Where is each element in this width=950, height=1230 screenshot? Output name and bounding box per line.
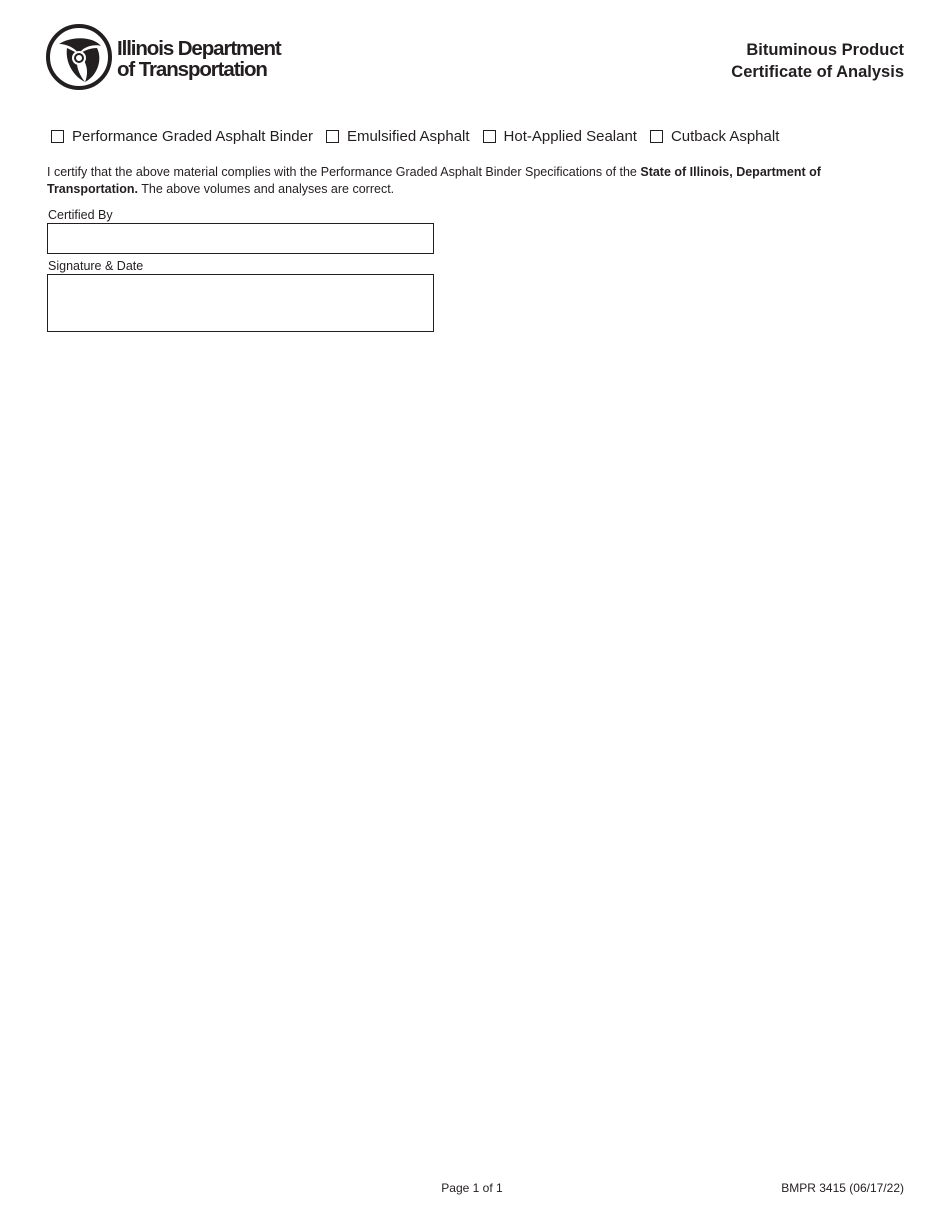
certification-text-part1: I certify that the above material complies with the Performance Graded Asphalt Binder Specifications of the (47, 165, 641, 179)
certification-text-part2: The above volumes and analyses are correct. (137, 182, 395, 196)
certification-statement (47, 164, 847, 198)
checkbox-box[interactable] (483, 130, 496, 143)
checkbox-label: Hot-Applied Sealant (503, 128, 637, 145)
material-type-checkboxes (51, 128, 792, 145)
checkbox-pg-asphalt-binder[interactable] (51, 128, 313, 145)
checkbox-label: Performance Graded Asphalt Binder (72, 128, 313, 145)
certification-text-bold: State of Illinois, Department of Transportation. (47, 165, 821, 196)
signature-date-input[interactable] (47, 274, 434, 332)
checkbox-hot-applied-sealant[interactable] (483, 128, 637, 145)
certified-by-label: Certified By (48, 208, 113, 222)
checkbox-box[interactable] (51, 130, 64, 143)
logo-text (117, 38, 281, 80)
checkbox-label: Emulsified Asphalt (346, 128, 470, 145)
form-id: BMPR 3415 (06/17/22) (781, 1181, 904, 1195)
signature-date-label: Signature & Date (48, 259, 144, 273)
page-number: Page 1 of 1 (441, 1181, 503, 1195)
certified-by-input[interactable] (47, 223, 434, 254)
checkbox-box[interactable] (326, 130, 339, 143)
checkbox-emulsified-asphalt[interactable] (326, 128, 470, 145)
document-title-line-2: Certificate of Analysis (731, 63, 904, 81)
document-title-line-1: Bituminous Product (746, 41, 904, 59)
checkbox-box[interactable] (650, 130, 663, 143)
logo-line-2: of Transportation (117, 58, 267, 81)
idot-logo (45, 22, 305, 94)
idot-emblem-icon (45, 22, 117, 94)
document-title (731, 39, 904, 83)
logo-line-1: Illinois Department (117, 37, 281, 60)
checkbox-label: Cutback Asphalt (670, 128, 780, 145)
checkbox-cutback-asphalt[interactable] (650, 128, 779, 145)
